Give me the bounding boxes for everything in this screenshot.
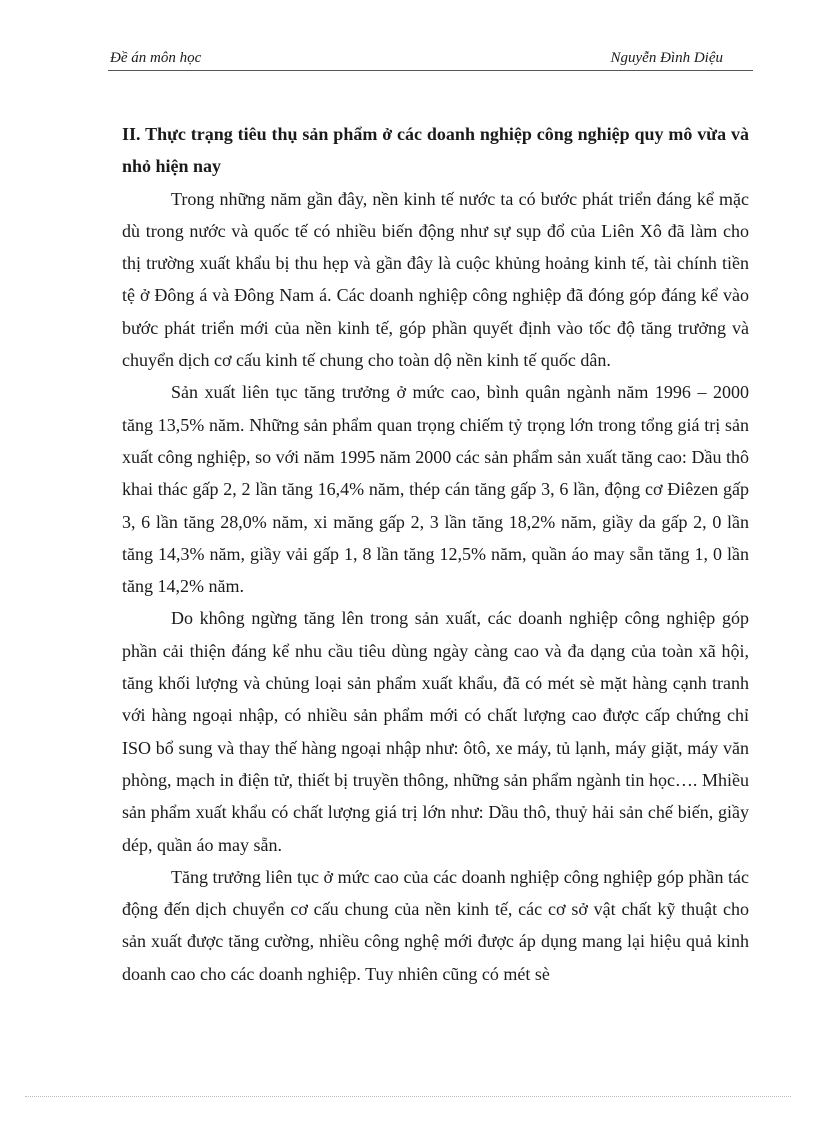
header-document-type: Đề án môn học [110,50,202,66]
paragraph: Trong những năm gần đây, nền kinh tế nước ta có bước phát triển đáng kể mặc dù trong nước và quốc tế có nhiều biến động như sự sụp đổ của Liên Xô đã làm cho thị trường xuất khẩu bị thu hẹp và gần đây là cuộc khủng hoảng kinh tế, tài chính tiền tệ ở Đông á và Đông Nam á. Các doanh nghiệp công nghiệp đã đóng góp đáng kể vào bước phát triển mới của nền kinh tế, góp phần quyết định vào tốc độ tăng trưởng và chuyển dịch cơ cấu kinh tế chung cho toàn dộ nền kinh tế quốc dân. [122,188,749,371]
paragraph: Tăng trưởng liên tục ở mức cao của các doanh nghiệp công nghiệp góp phần tác động đến dịch chuyển cơ cấu chung của nền kinh tế, các cơ sở vật chất kỹ thuật cho sản xuất được tăng cường, nhiều công nghệ mới được áp dụng mang lại hiệu quả kinh doanh cao cho các doanh nghiệp. Tuy nhiên cũng có mét sè [122,866,749,984]
page-bottom-divider [25,1096,791,1097]
header-author-name: Nguyễn Đình Diệu [610,50,723,66]
paragraph: Do không ngừng tăng lên trong sản xuất, các doanh nghiệp công nghiệp góp phần cải thiện đáng kể nhu cầu tiêu dùng ngày càng cao và đa dạng của toàn xã hội, tăng khối lượng và chủng loại sản phẩm xuất khẩu, đã có mét sè mặt hàng cạnh tranh với hàng ngoại nhập, có nhiều sản phẩm mới có chất lượng cao được cấp chứng chỉ ISO bổ sung và thay thế hàng ngoại nhập như: ôtô, xe máy, tủ lạnh, máy giặt, máy văn phòng, mạch in điện tử, thiết bị truyền thông, những sản phẩm ngành tin học…. Mhiều sản phẩm xuất khẩu có chất lượng giá trị lớn như: Dầu thô, thuỷ hải sản chế biến, giầy dép, quần áo may sẵn. [122,608,749,855]
document-body [122,118,749,990]
paragraph: Sản xuất liên tục tăng trưởng ở mức cao, bình quân ngành năm 1996 – 2000 tăng 13,5% năm. Những sản phẩm quan trọng chiếm tỷ trọng lớn trong tổng giá trị sản xuất công nghiệp, so với năm 1995 năm 2000 các sản phẩm sản xuất tăng cao: Dầu thô khai thác gấp 2, 2 lần tăng 16,4% năm, thép cán tăng gấp 3, 6 lần, động cơ Điêzen gấp 3, 6 lần tăng 28,0% năm, xi măng gấp 2, 3 lần tăng 18,2% năm, giầy da gấp 2, 0 lần tăng 14,3% năm, giầy vải gấp 1, 8 lần tăng 12,5% năm, quần áo may sẵn tăng 1, 0 lần tăng 14,2% năm. [122,382,749,597]
section-title: II. Thực trạng tiêu thụ sản phẩm ở các doanh nghiệp công nghiệp quy mô vừa và nhỏ hiện nay [122,124,749,177]
page-header [108,48,753,71]
